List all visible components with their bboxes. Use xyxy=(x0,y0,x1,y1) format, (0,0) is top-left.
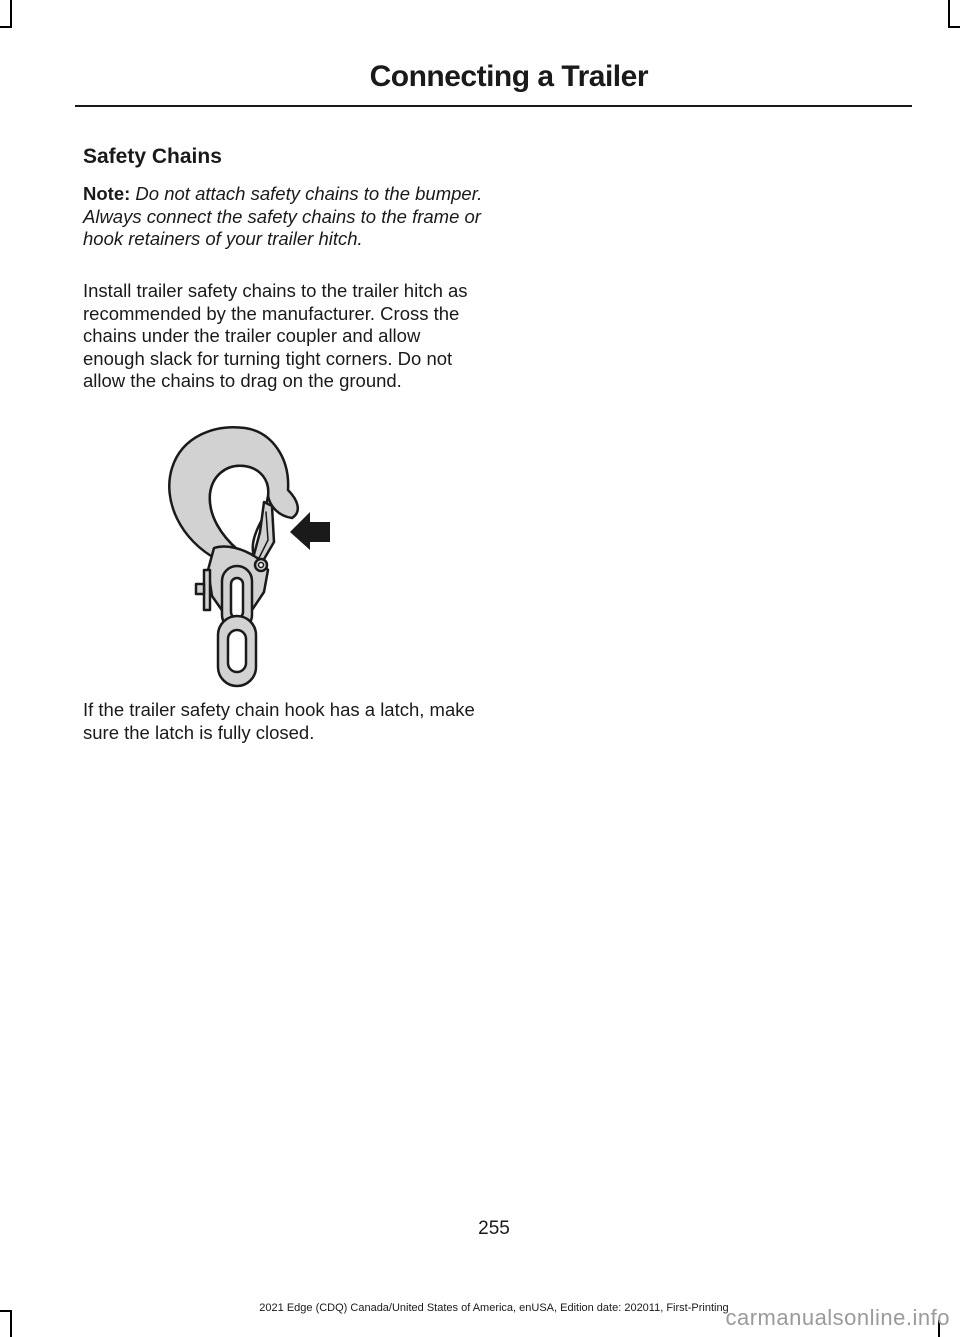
header-divider xyxy=(75,105,912,107)
note-label: Note: xyxy=(83,183,131,204)
crop-mark-top-left-v xyxy=(10,0,12,28)
watermark: carmanualsonline.info xyxy=(725,1305,950,1330)
safety-chain-hook-with-latch-illustration-icon xyxy=(160,420,340,690)
crop-mark-top-right-v xyxy=(948,0,950,28)
safety-chain-hook-figure xyxy=(160,420,340,690)
note-text: Do not attach safety chains to the bumper. Always connect the safety chains to the frame or hook retainers of your trailer hitch. xyxy=(83,183,483,249)
section-heading: Safety Chains xyxy=(83,145,222,168)
crop-mark-bottom-left-v xyxy=(10,1310,12,1337)
page-number: 255 xyxy=(478,1218,510,1239)
note-paragraph xyxy=(83,183,483,251)
page-title: Connecting a Trailer xyxy=(369,60,648,93)
footer-edition-info: 2021 Edge (CDQ) Canada/United States of America, enUSA, Edition date: 202011, First-Printing xyxy=(259,1302,729,1314)
pointer-arrow-icon xyxy=(288,510,332,550)
crop-mark-top-left-h xyxy=(0,26,12,28)
install-paragraph: Install trailer safety chains to the trailer hitch as recommended by the manufacturer. Cross the chains under the trailer coupler and allow enough slack for turning tight corners. Do not allow the chains to drag on the ground. xyxy=(83,280,468,391)
latch-paragraph: If the trailer safety chain hook has a latch, make sure the latch is fully closed. xyxy=(83,699,475,743)
crop-mark-top-right-h xyxy=(948,26,960,28)
